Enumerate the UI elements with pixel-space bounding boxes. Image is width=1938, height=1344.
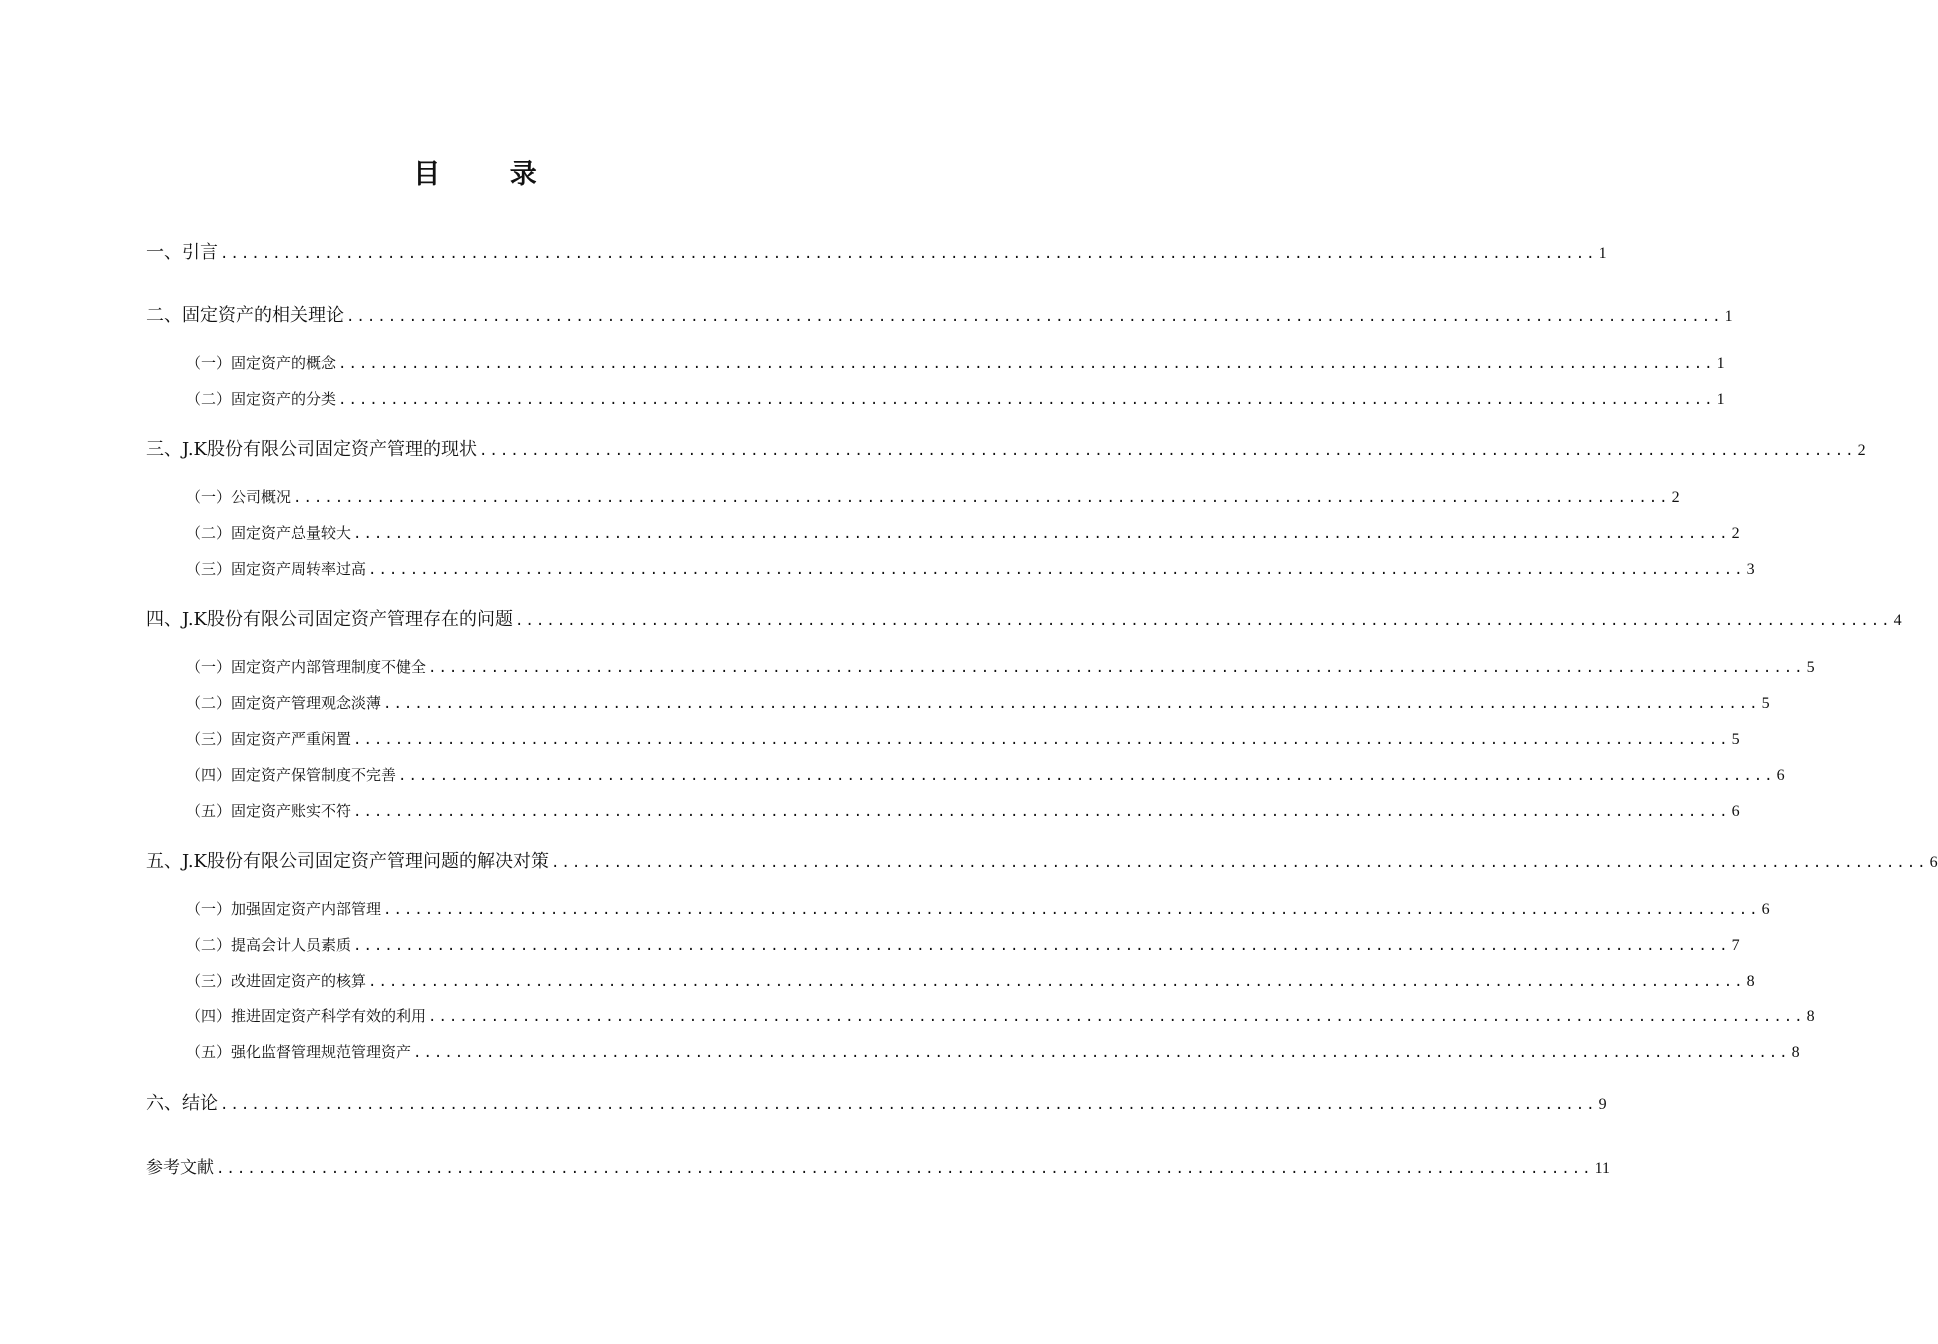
toc-page-number: 2 bbox=[1731, 525, 1740, 542]
toc-leader-dots: .................................................................................................................................... bbox=[346, 309, 1723, 325]
toc-leader-dots: .................................................................................................................................... bbox=[220, 246, 1597, 262]
toc-leader-dots: .................................................................................................................................... bbox=[398, 768, 1775, 784]
toc-page-number: 1 bbox=[1716, 355, 1725, 372]
toc-leader-dots: .................................................................................................................................... bbox=[368, 974, 1745, 990]
toc-entry-chapter-4[interactable] bbox=[146, 605, 1902, 631]
toc-page-number: 5 bbox=[1761, 695, 1770, 712]
toc-page-number: 1 bbox=[1724, 308, 1733, 325]
toc-entry-label: （一）固定资产的概念 bbox=[186, 354, 337, 372]
toc-page-number: 2 bbox=[1857, 442, 1866, 459]
toc-entry-section-4-2[interactable] bbox=[186, 692, 1770, 713]
toc-entry-introduction[interactable] bbox=[146, 238, 1607, 264]
toc-entry-section-3-3[interactable] bbox=[186, 558, 1755, 579]
toc-entry-section-5-4[interactable] bbox=[186, 1005, 1815, 1026]
toc-entry-chapter-3[interactable] bbox=[146, 435, 1866, 461]
toc-entry-label: （二）固定资产管理观念淡薄 bbox=[186, 694, 382, 712]
toc-entry-section-5-2[interactable] bbox=[186, 934, 1740, 955]
toc-entry-label: （四）推进固定资产科学有效的利用 bbox=[186, 1007, 427, 1025]
toc-entry-references[interactable] bbox=[146, 1153, 1610, 1178]
toc-page-number: 3 bbox=[1746, 561, 1755, 578]
toc-entry-label: （三）固定资产周转率过高 bbox=[186, 560, 367, 578]
toc-entry-chapter-5[interactable] bbox=[146, 847, 1938, 873]
toc-entry-section-3-2[interactable] bbox=[186, 522, 1740, 543]
toc-leader-dots: .................................................................................................................................... bbox=[353, 732, 1730, 748]
toc-leader-dots: .................................................................................................................................... bbox=[428, 660, 1805, 676]
toc-page-number: 1 bbox=[1716, 391, 1725, 408]
toc-page-number: 5 bbox=[1806, 659, 1815, 676]
toc-leader-dots: .................................................................................................................................... bbox=[551, 855, 1928, 871]
toc-entry-label: （一）加强固定资产内部管理 bbox=[186, 900, 382, 918]
toc-page-number: 11 bbox=[1594, 1160, 1610, 1177]
toc-leader-dots: .................................................................................................................................... bbox=[479, 443, 1856, 459]
toc-leader-dots: .................................................................................................................................... bbox=[353, 804, 1730, 820]
toc-leader-dots: .................................................................................................................................... bbox=[515, 613, 1892, 629]
toc-entry-label: 六、结论 bbox=[146, 1093, 218, 1114]
toc-page-number: 5 bbox=[1731, 731, 1740, 748]
toc-entry-section-4-3[interactable] bbox=[186, 728, 1740, 749]
page-title: 目 录 bbox=[413, 159, 567, 190]
toc-entry-label: （四）固定资产保管制度不完善 bbox=[186, 766, 397, 784]
toc-leader-dots: .................................................................................................................................... bbox=[368, 562, 1745, 578]
toc-page-number: 2 bbox=[1671, 489, 1680, 506]
toc-page-number: 8 bbox=[1806, 1008, 1815, 1025]
toc-entry-section-5-1[interactable] bbox=[186, 898, 1770, 919]
toc-entry-label: （三）固定资产严重闲置 bbox=[186, 730, 352, 748]
toc-entry-section-2-1[interactable] bbox=[186, 352, 1725, 373]
toc-leader-dots: .................................................................................................................................... bbox=[413, 1045, 1790, 1061]
toc-entry-chapter-2[interactable] bbox=[146, 301, 1733, 327]
toc-entry-label: 四、J.K股份有限公司固定资产管理存在的问题 bbox=[146, 609, 513, 630]
toc-entry-section-2-2[interactable] bbox=[186, 388, 1725, 409]
toc-leader-dots: .................................................................................................................................... bbox=[338, 392, 1715, 408]
toc-entry-conclusion[interactable] bbox=[146, 1089, 1607, 1115]
toc-entry-label: （五）强化监督管理规范管理资产 bbox=[186, 1043, 412, 1061]
toc-page-number: 8 bbox=[1746, 973, 1755, 990]
toc-entry-label: （一）公司概况 bbox=[186, 488, 292, 506]
toc-entry-label: （二）提高会计人员素质 bbox=[186, 936, 352, 954]
toc-page-number: 6 bbox=[1761, 901, 1770, 918]
toc-entry-label: 五、J.K股份有限公司固定资产管理问题的解决对策 bbox=[146, 851, 549, 872]
toc-page-number: 8 bbox=[1791, 1044, 1800, 1061]
toc-leader-dots: .................................................................................................................................... bbox=[353, 938, 1730, 954]
toc-entry-label: （一）固定资产内部管理制度不健全 bbox=[186, 658, 427, 676]
toc-page-number: 9 bbox=[1598, 1096, 1607, 1113]
toc-leader-dots: .................................................................................................................................... bbox=[293, 490, 1670, 506]
toc-page-number: 1 bbox=[1598, 245, 1607, 262]
toc-entry-label: （二）固定资产总量较大 bbox=[186, 524, 352, 542]
toc-entry-section-5-5[interactable] bbox=[186, 1041, 1800, 1062]
toc-entry-section-4-1[interactable] bbox=[186, 656, 1815, 677]
toc-page-number: 6 bbox=[1776, 767, 1785, 784]
toc-entry-label: （二）固定资产的分类 bbox=[186, 390, 337, 408]
toc-entry-label: 三、J.K股份有限公司固定资产管理的现状 bbox=[146, 439, 477, 460]
toc-leader-dots: .................................................................................................................................... bbox=[353, 526, 1730, 542]
toc-entry-label: 一、引言 bbox=[146, 242, 218, 263]
toc-leader-dots: .................................................................................................................................... bbox=[383, 902, 1760, 918]
toc-entry-label: （五）固定资产账实不符 bbox=[186, 802, 352, 820]
toc-page-number: 6 bbox=[1731, 803, 1740, 820]
toc-page-number: 7 bbox=[1731, 937, 1740, 954]
toc-entry-section-5-3[interactable] bbox=[186, 970, 1755, 991]
toc-entry-section-3-1[interactable] bbox=[186, 486, 1680, 507]
toc-entry-label: 参考文献 bbox=[146, 1158, 214, 1178]
toc-entry-section-4-5[interactable] bbox=[186, 800, 1740, 821]
toc-entry-label: （三）改进固定资产的核算 bbox=[186, 972, 367, 990]
toc-page-number: 4 bbox=[1893, 612, 1902, 629]
toc-leader-dots: .................................................................................................................................... bbox=[428, 1009, 1805, 1025]
toc-leader-dots: .................................................................................................................................... bbox=[220, 1097, 1597, 1113]
toc-leader-dots: .................................................................................................................................... bbox=[383, 696, 1760, 712]
toc-leader-dots: .................................................................................................................................... bbox=[216, 1161, 1593, 1177]
toc-leader-dots: .................................................................................................................................... bbox=[338, 356, 1715, 372]
toc-entry-label: 二、固定资产的相关理论 bbox=[146, 305, 344, 326]
toc-entry-section-4-4[interactable] bbox=[186, 764, 1785, 785]
toc-page-number: 6 bbox=[1929, 854, 1938, 871]
